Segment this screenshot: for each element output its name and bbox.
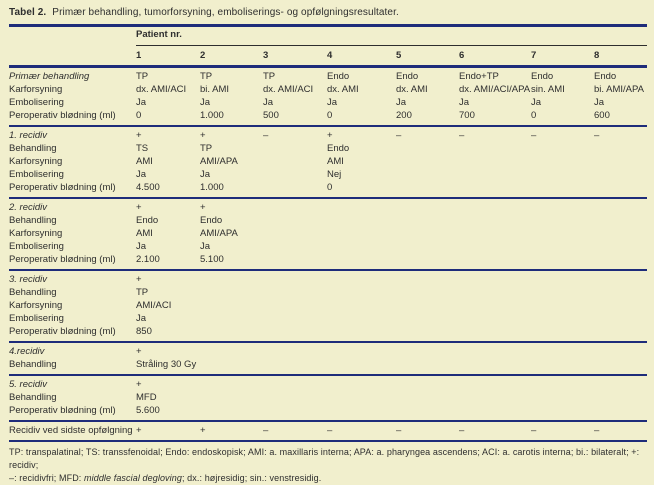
table-row [9,391,647,404]
row-label: Karforsyning [9,300,63,311]
row-label: Behandling [9,392,57,403]
row-label: Behandling [9,287,57,298]
patient-column-3: 3 [263,50,269,61]
table-section-1 [9,127,647,199]
value-cell: – [396,130,402,141]
table-row [9,168,647,181]
value-cell: dx. AMI/ACI/APA [459,84,531,95]
value-cell: Ja [263,97,274,108]
row-label: Peroperativ blødning (ml) [9,326,116,337]
value-cell: – [263,425,269,436]
footnote-line1: TP: transpalatinal; TS: transsfenoidal; Endo: endoskopisk; AMI: a. maxillaris interna; APA: a. pharyngea ascendens; ACI: a. carotis interna; bi.: bilateralt; +: recidiv; [9,447,640,470]
value-cell: TP [200,143,213,154]
value-cell: 1.000 [200,182,224,193]
table-row [9,273,647,286]
value-cell: AMI [136,156,153,167]
value-cell: dx. AMI [327,84,359,95]
row-label: 2. recidiv [9,202,48,213]
value-cell: Endo [136,215,159,226]
value-cell: – [263,130,269,141]
table-section-0 [9,68,647,127]
value-cell: – [459,425,465,436]
value-cell: + [136,130,142,141]
row-label: Karforsyning [9,156,63,167]
patient-column-7: 7 [531,50,537,61]
value-cell: Endo+TP [459,71,499,82]
value-cell: Nej [327,169,342,180]
table-row [9,83,647,96]
patient-column-1: 1 [136,50,142,61]
table-section-4 [9,343,647,376]
value-cell: – [594,425,600,436]
value-cell: – [459,130,465,141]
value-cell: – [594,130,600,141]
row-label: Karforsyning [9,228,63,239]
value-cell: 5.600 [136,405,160,416]
footnote-line2-prefix: –: recidivfri; MFD: [9,473,85,483]
value-cell: Ja [136,241,147,252]
value-cell: TS [136,143,149,154]
table-figure [9,5,647,485]
value-cell: + [200,202,206,213]
value-cell: TP [263,71,276,82]
value-cell: Ja [459,97,470,108]
value-cell: + [200,130,206,141]
row-label: Embolisering [9,97,64,108]
value-cell: 4.500 [136,182,160,193]
table-row [9,214,647,227]
row-label: Peroperativ blødning (ml) [9,182,116,193]
table-row [9,155,647,168]
table-caption: Primær behandling, tumorforsyning, emboliserings- og opfølgningsresultater. [52,7,399,18]
footnote [9,446,647,485]
value-cell: Endo [396,71,419,82]
value-cell: – [396,425,402,436]
value-cell: AMI [136,228,153,239]
table-section-2 [9,199,647,271]
table-row [9,299,647,312]
value-cell: Ja [396,97,407,108]
value-cell: Ja [200,241,211,252]
table-row [9,424,647,437]
row-label: Karforsyning [9,84,63,95]
value-cell: Ja [200,97,211,108]
patient-column-5: 5 [396,50,402,61]
table-section-3 [9,271,647,343]
value-cell: dx. AMI/ACI [136,84,187,95]
value-cell: + [200,425,206,436]
row-label: Embolisering [9,169,64,180]
patient-column-6: 6 [459,50,465,61]
table-row [9,358,647,371]
row-label: Peroperativ blødning (ml) [9,405,116,416]
table-row [9,181,647,194]
table-row [9,109,647,122]
value-cell: AMI/APA [200,156,238,167]
value-cell: dx. AMI/ACI [263,84,314,95]
patient-column-4: 4 [327,50,333,61]
patient-column-2: 2 [200,50,206,61]
row-label: Behandling [9,143,57,154]
value-cell: bi. AMI/APA [594,84,644,95]
table-body [9,68,647,442]
value-cell: dx. AMI [396,84,428,95]
table-row [9,70,647,83]
table-row [9,345,647,358]
value-cell: Endo [327,143,350,154]
table-row [9,404,647,417]
value-cell: 5.100 [200,254,224,265]
footnote-line2-italic: middle fascial degloving [84,473,182,483]
value-cell: Endo [200,215,223,226]
row-label: Primær behandling [9,71,90,82]
row-label: Behandling [9,215,57,226]
table-row [9,201,647,214]
value-cell: TP [136,287,149,298]
value-cell: 200 [396,110,412,121]
row-label: 1. recidiv [9,130,48,141]
table-number: Tabel 2. [9,7,47,18]
table-title [9,5,647,21]
patient-group-row [9,27,647,46]
table-section-5 [9,376,647,422]
table-row [9,325,647,338]
value-cell: AMI/ACI [136,300,172,311]
row-label: Recidiv ved sidste opfølgning [9,425,133,436]
value-cell: Ja [136,313,147,324]
row-label: Embolisering [9,241,64,252]
value-cell: Ja [136,169,147,180]
row-label: Peroperativ blødning (ml) [9,110,116,121]
value-cell: Endo [531,71,554,82]
value-cell: Ja [594,97,605,108]
table-section-6 [9,422,647,442]
value-cell: + [136,274,142,285]
table-row [9,96,647,109]
table-row [9,240,647,253]
table-row [9,227,647,240]
table-row [9,312,647,325]
row-label: 4.recidiv [9,346,45,357]
value-cell: Ja [531,97,542,108]
value-cell: 0 [136,110,142,121]
table-row [9,129,647,142]
value-cell: + [136,346,142,357]
value-cell: AMI [327,156,344,167]
table-row [9,378,647,391]
patient-nr-label: Patient nr. [136,28,647,46]
value-cell: Endo [327,71,350,82]
table-row [9,253,647,266]
value-cell: 1.000 [200,110,224,121]
value-cell: 850 [136,326,152,337]
table-row [9,142,647,155]
table-row [9,286,647,299]
value-cell: + [136,202,142,213]
row-label: 3. recidiv [9,274,48,285]
value-cell: + [136,379,142,390]
value-cell: Ja [200,169,211,180]
row-label: Behandling [9,359,57,370]
value-cell: MFD [136,392,157,403]
value-cell: 2.100 [136,254,160,265]
value-cell: sin. AMI [531,84,565,95]
footnote-line2-suffix: ; dx.: højresidig; sin.: venstresidig. [181,473,322,483]
value-cell: – [531,425,537,436]
value-cell: Ja [327,97,338,108]
value-cell: Ja [136,97,147,108]
value-cell: 0 [327,110,333,121]
value-cell: 0 [327,182,333,193]
value-cell: AMI/APA [200,228,238,239]
row-label: Peroperativ blødning (ml) [9,254,116,265]
value-cell: TP [200,71,213,82]
value-cell: Endo [594,71,617,82]
value-cell: 700 [459,110,475,121]
value-cell: + [327,130,333,141]
value-cell: TP [136,71,149,82]
row-label: Embolisering [9,313,64,324]
value-cell: – [531,130,537,141]
patient-column-8: 8 [594,50,600,61]
value-cell: Stråling 30 Gy [136,359,197,370]
value-cell: 0 [531,110,537,121]
patient-number-row [9,46,647,65]
value-cell: – [327,425,333,436]
value-cell: + [136,425,142,436]
value-cell: 600 [594,110,610,121]
patient-header [9,27,647,68]
row-label: 5. recidiv [9,379,48,390]
value-cell: 500 [263,110,279,121]
value-cell: bi. AMI [200,84,230,95]
